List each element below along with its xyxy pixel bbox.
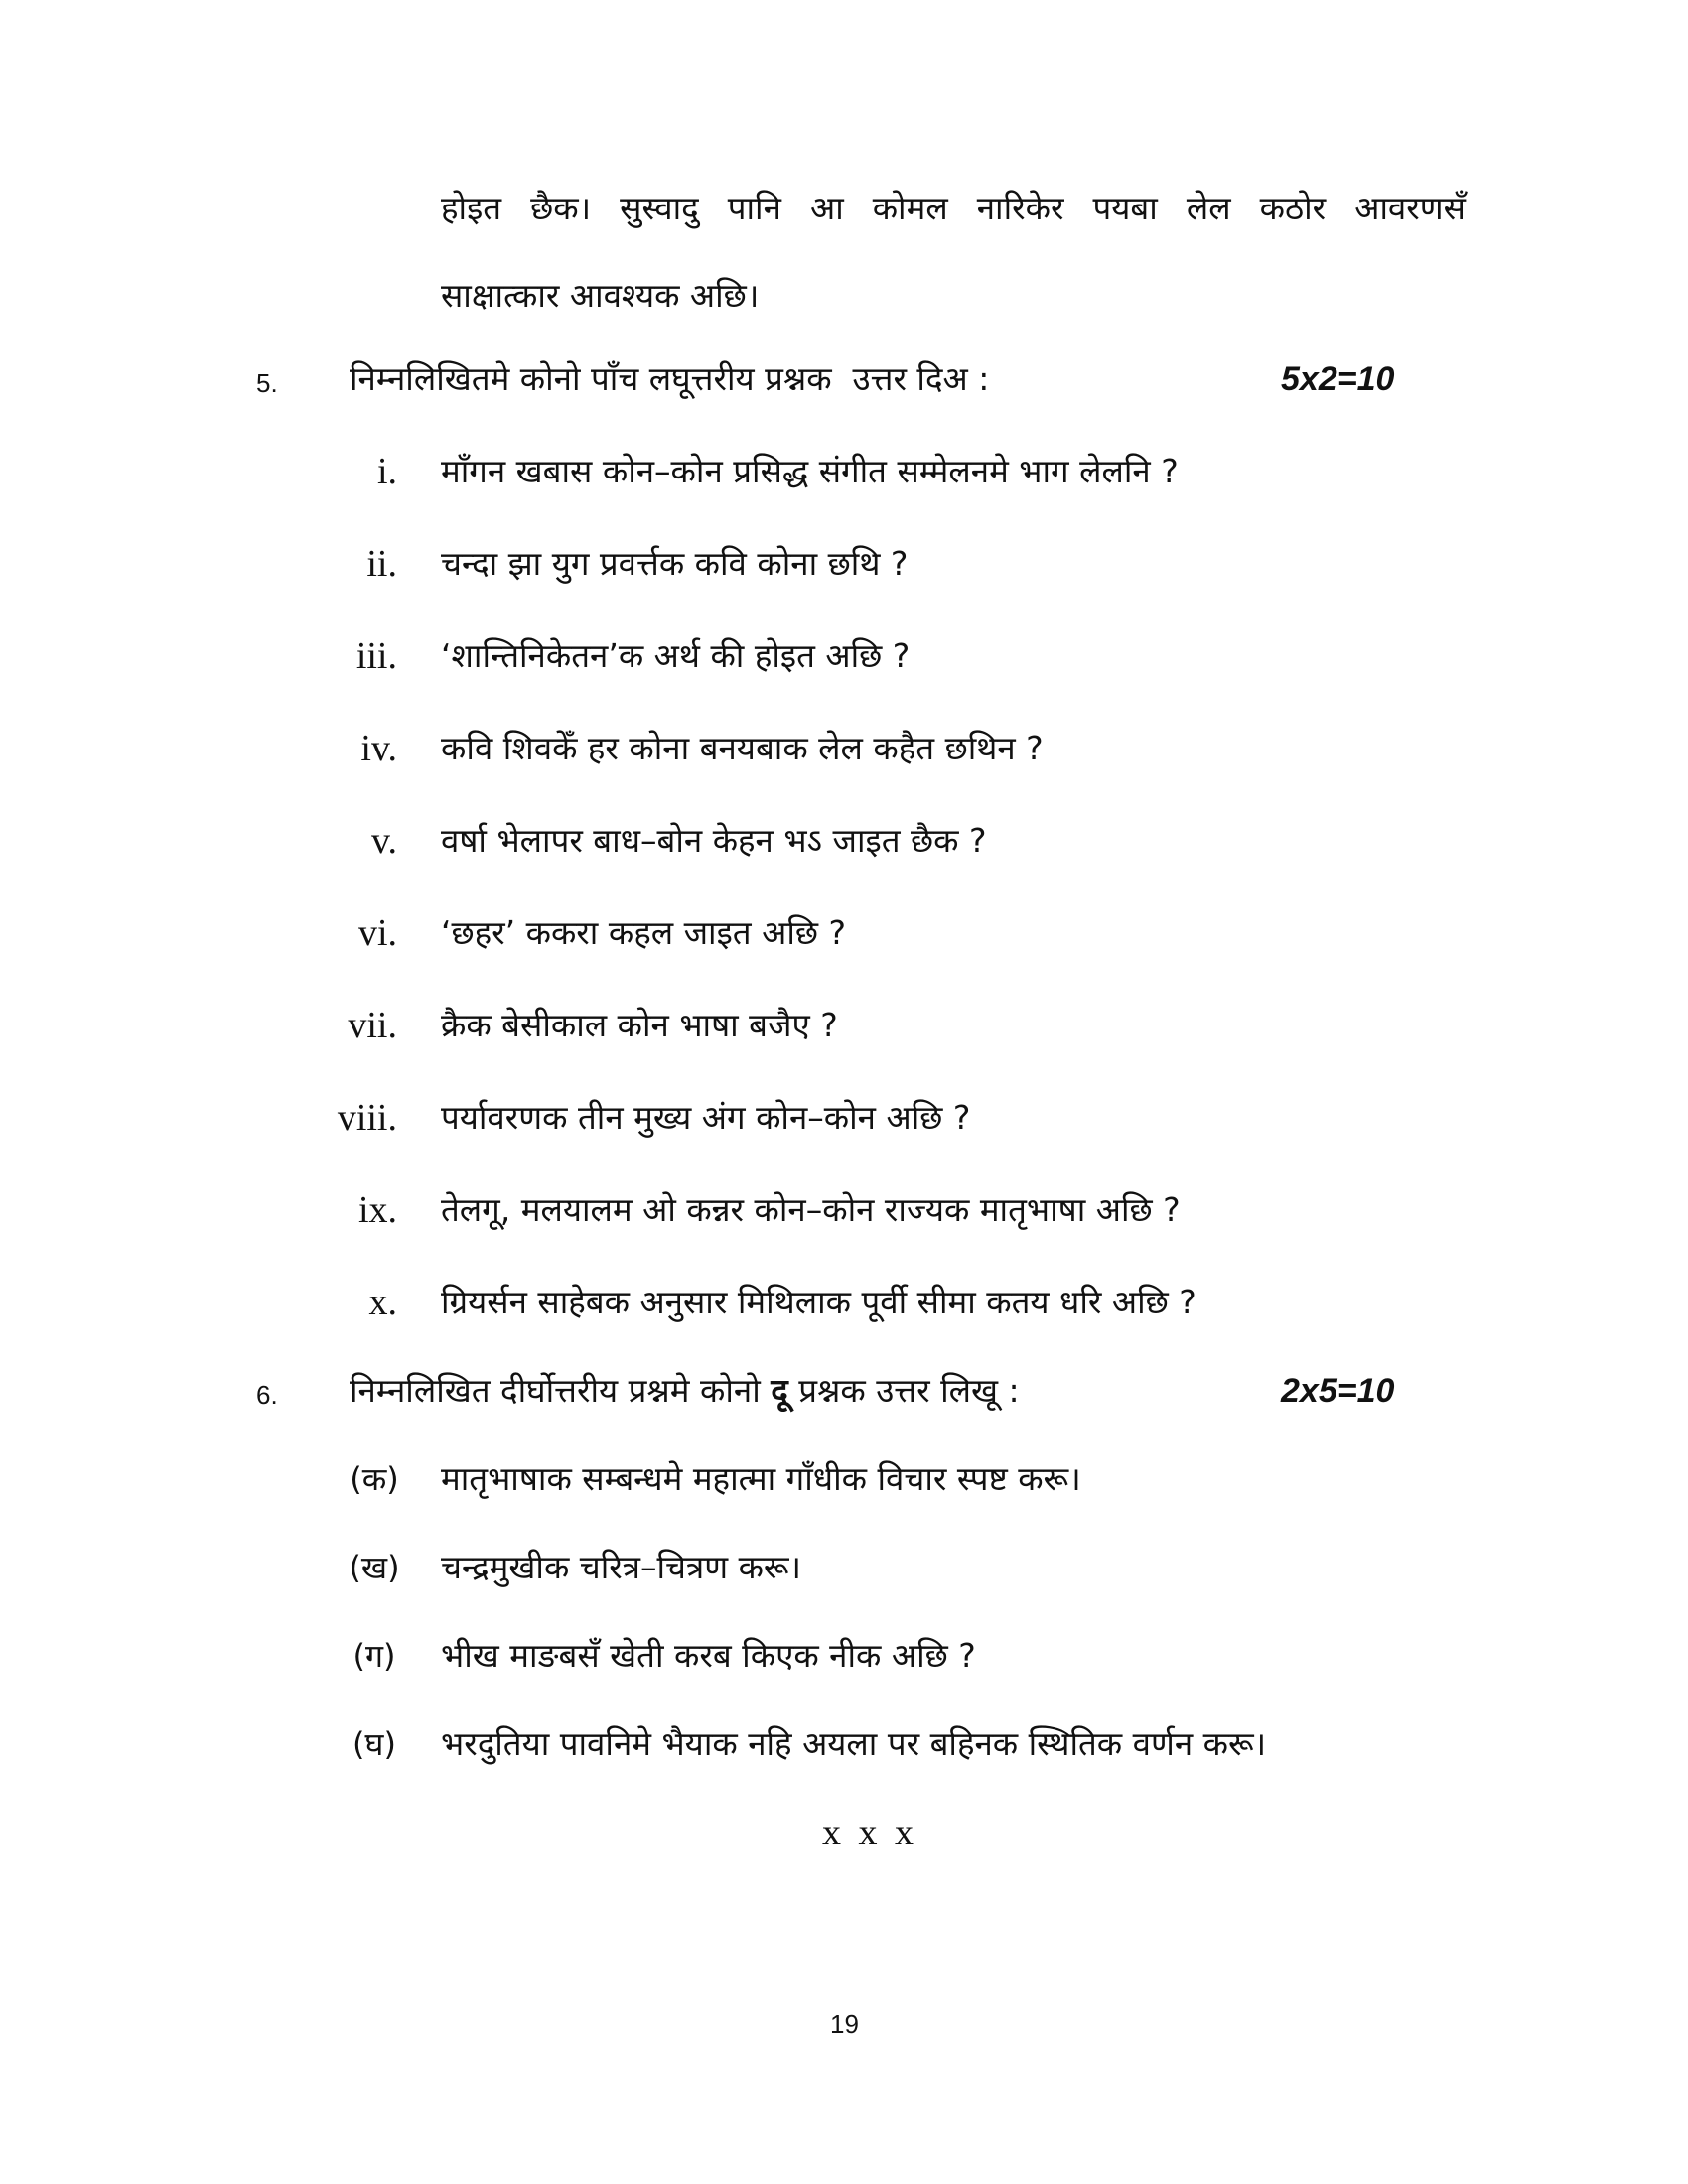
q5-item-text: चन्दा झा युग प्रवर्त्तक कवि कोना छथि ? bbox=[441, 544, 909, 583]
q5-item-label: iv. bbox=[360, 728, 397, 769]
intro-word: छैक। bbox=[530, 189, 592, 227]
page-number: 19 bbox=[830, 2009, 859, 2039]
q5-number: 5. bbox=[256, 368, 278, 398]
q5-item-label: vii. bbox=[348, 1005, 397, 1046]
q5-item-label: ii. bbox=[366, 543, 397, 585]
q5-item-label: viii. bbox=[337, 1097, 397, 1139]
intro-word: आ bbox=[809, 189, 844, 227]
q6-item-label: (ख) bbox=[349, 1549, 400, 1586]
q6-item-text: मातृभाषाक सम्बन्धमे महात्मा गाँधीक विचार स्पष्ट करू। bbox=[441, 1459, 1081, 1498]
q5-item-text: वर्षा भेलापर बाध–बोन केहन भऽ जाइत छैक ? bbox=[441, 821, 987, 860]
q6-item-text: भीख माङबसँ खेती करब किएक नीक अछि ? bbox=[441, 1636, 976, 1675]
q5-item-label: v. bbox=[370, 820, 397, 862]
q6-number: 6. bbox=[256, 1380, 278, 1410]
q5-item-label: i. bbox=[376, 451, 397, 492]
intro-word: लेल bbox=[1186, 189, 1231, 227]
q5-item-text: तेलगू, मलयालम ओ कन्नर कोन–कोन राज्यक मातृभाषा अछि ? bbox=[441, 1190, 1181, 1229]
intro-word: पयबा bbox=[1092, 189, 1158, 227]
end-marker: x x x bbox=[822, 1812, 917, 1853]
intro-word: नारिकेर bbox=[976, 189, 1064, 227]
q6-item-label: (घ) bbox=[352, 1725, 396, 1763]
q6-item-text: चन्द्रमुखीक चरित्र–चित्रण करू। bbox=[441, 1548, 802, 1586]
q6-item-label: (ग) bbox=[352, 1637, 396, 1675]
q5-heading: निम्नलिखितमे कोनो पाँच लघूत्तरीय प्रश्नक उत्तर दिअ : bbox=[350, 359, 990, 398]
intro-word: कठोर bbox=[1259, 189, 1327, 227]
q6-heading-end: प्रश्नक उत्तर लिखू : bbox=[787, 1371, 1020, 1410]
q5-item-text: माँगन खबास कोन–कोन प्रसिद्ध संगीत सम्मेलनमे भाग लेलनि ? bbox=[441, 452, 1179, 490]
q5-item-text: क्रैक बेसीकाल कोन भाषा बजैए ? bbox=[441, 1006, 838, 1044]
intro-line-1 bbox=[441, 189, 1466, 228]
q5-item-label: x. bbox=[368, 1282, 397, 1323]
q6-heading-emphasis: दू bbox=[771, 1371, 788, 1410]
q5-marks: 5x2=10 bbox=[1281, 360, 1395, 398]
intro-word: कोमल bbox=[872, 189, 948, 227]
q6-heading bbox=[350, 1371, 1020, 1411]
q6-heading-start: निम्नलिखित दीर्घोत्तरीय प्रश्नमे कोनो bbox=[350, 1371, 772, 1410]
q5-item-text: ग्रियर्सन साहेबक अनुसार मिथिलाक पूर्वी सीमा कतय धरि अछि ? bbox=[441, 1283, 1196, 1321]
q5-item-text: ‘छहर’ ककरा कहल जाइत अछि ? bbox=[441, 913, 847, 952]
intro-word: आवरणसँ bbox=[1354, 189, 1466, 227]
intro-line-2: साक्षात्कार आवश्यक अछि। bbox=[441, 276, 760, 315]
q6-item-text: भरदुतिया पावनिमे भैयाक नहि अयला पर बहिनक स्थितिक वर्णन करू। bbox=[441, 1724, 1267, 1763]
q5-item-text: कवि शिवकेँ हर कोना बनयबाक लेल कहैत छथिन ? bbox=[441, 729, 1044, 767]
intro-word: पानि bbox=[727, 189, 781, 227]
intro-word: होइत bbox=[441, 189, 502, 227]
q5-item-label: vi. bbox=[357, 912, 397, 954]
q5-item-text: पर्यावरणक तीन मुख्य अंग कोन–कोन अछि ? bbox=[441, 1098, 971, 1137]
q5-item-label: iii. bbox=[355, 635, 397, 677]
q5-item-label: ix. bbox=[357, 1189, 397, 1231]
intro-word: सुस्वादु bbox=[620, 189, 699, 227]
q6-item-label: (क) bbox=[350, 1460, 399, 1498]
q5-item-text: ‘शान्तिनिकेतन’क अर्थ की होइत अछि ? bbox=[441, 636, 911, 675]
q6-marks: 2x5=10 bbox=[1281, 1372, 1395, 1410]
